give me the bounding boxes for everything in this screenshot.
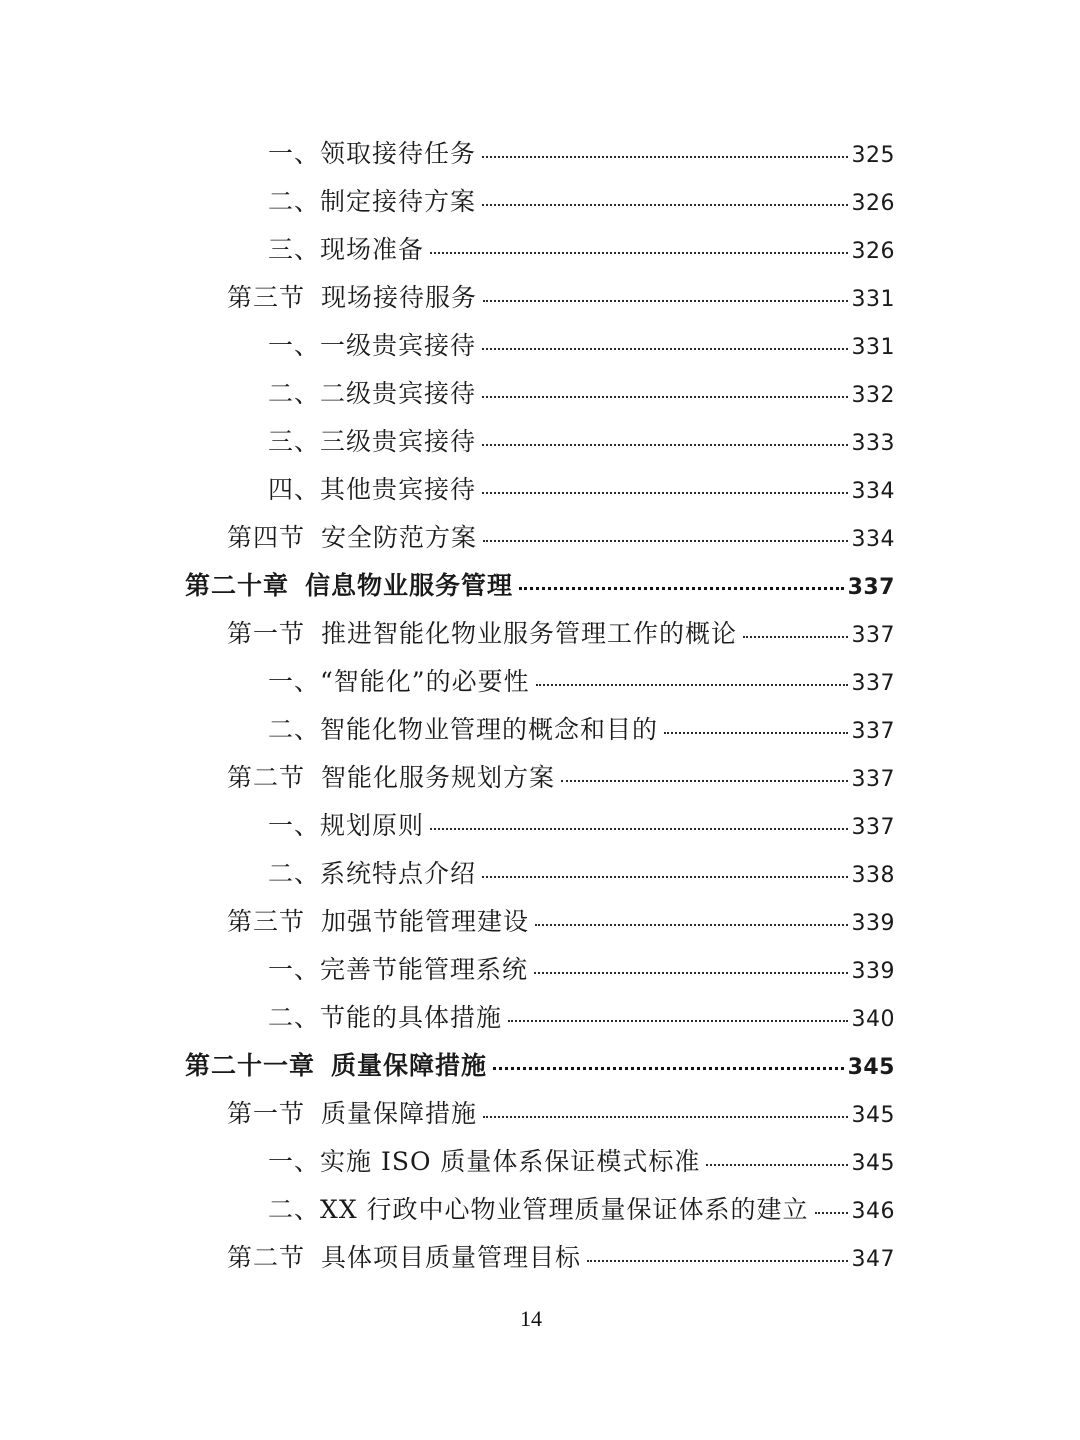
dot-leader (815, 1212, 848, 1214)
toc-subsection-entry[interactable] (0, 1184, 1080, 1232)
toc-entry-page: 340 (851, 1007, 895, 1032)
dot-leader (561, 780, 847, 782)
toc-entry-number: 四、 (268, 475, 321, 504)
dot-leader (587, 1260, 847, 1262)
toc-entry-number: 第二十一章 (185, 1051, 316, 1080)
toc-entry-content (227, 518, 1080, 554)
toc-entry-content (268, 1142, 1080, 1178)
toc-entry-title: 制定接待方案 (320, 187, 477, 216)
toc-entry-title: 安全防范方案 (321, 523, 478, 552)
dot-leader (482, 156, 847, 158)
toc-entry-number: 一、 (268, 667, 321, 696)
dot-leader (664, 732, 847, 734)
toc-entry-page: 345 (851, 1151, 895, 1176)
toc-entry-title: 其他贵宾接待 (320, 475, 477, 504)
toc-section-entry[interactable] (0, 1232, 1080, 1280)
table-of-contents (0, 128, 1080, 1280)
toc-entry-page: 337 (851, 815, 895, 840)
toc-entry-title: 现场准备 (320, 235, 425, 264)
dot-leader (743, 636, 847, 638)
dot-leader (482, 204, 847, 206)
toc-entry-content (185, 1046, 1080, 1082)
toc-entry-content (268, 710, 1080, 746)
toc-entry-content (268, 950, 1080, 986)
toc-entry-number: 一、 (268, 955, 321, 984)
toc-entry-title: 质量保障措施 (331, 1051, 488, 1080)
toc-entry-content (268, 422, 1080, 458)
page-number: 14 (520, 1306, 542, 1331)
toc-entry-page: 334 (851, 479, 895, 504)
toc-entry-content (268, 1190, 1080, 1226)
toc-entry-number: 第一节 (227, 619, 306, 648)
toc-entry-title: 具体项目质量管理目标 (321, 1243, 582, 1272)
toc-entry-number: 二、 (268, 1195, 321, 1224)
toc-entry-title: 系统特点介绍 (320, 859, 477, 888)
toc-entry-number: 一、 (268, 811, 321, 840)
dot-leader (483, 1116, 847, 1118)
toc-entry-number: 二、 (268, 187, 321, 216)
toc-entry-content (227, 902, 1080, 938)
toc-entry-content (185, 566, 1080, 602)
toc-entry-title: 推进智能化物业服务管理工作的概论 (321, 619, 738, 648)
toc-entry-page: 346 (851, 1199, 895, 1224)
toc-entry-number: 第二十章 (185, 571, 290, 600)
toc-entry-content (268, 806, 1080, 842)
toc-entry-number: 第三节 (227, 283, 306, 312)
toc-entry-page: 337 (851, 767, 895, 792)
toc-entry-number: 第一节 (227, 1099, 306, 1128)
toc-entry-page: 337 (851, 719, 895, 744)
toc-chapter-entry[interactable] (0, 1040, 1080, 1088)
toc-entry-content (268, 662, 1080, 698)
dot-leader (482, 876, 847, 878)
dot-leader (536, 684, 848, 686)
dot-leader (706, 1164, 847, 1166)
toc-entry-title: 信息物业服务管理 (305, 571, 514, 600)
toc-entry-page: 326 (851, 191, 895, 216)
toc-entry-page: 345 (847, 1055, 895, 1080)
toc-entry-number: 二、 (268, 379, 321, 408)
toc-entry-page: 333 (851, 431, 895, 456)
toc-entry-content (268, 182, 1080, 218)
toc-entry-page: 347 (851, 1247, 895, 1272)
toc-entry-title: 领取接待任务 (320, 139, 477, 168)
toc-subsection-entry[interactable] (0, 368, 1080, 416)
toc-chapter-entry[interactable] (0, 560, 1080, 608)
toc-subsection-entry[interactable] (0, 704, 1080, 752)
toc-entry-content (268, 374, 1080, 410)
toc-entry-content (268, 998, 1080, 1034)
toc-entry-number: 二、 (268, 859, 321, 888)
toc-entry-page: 338 (851, 863, 895, 888)
toc-entry-page: 339 (851, 911, 895, 936)
toc-subsection-entry[interactable] (0, 944, 1080, 992)
dot-leader (430, 252, 847, 254)
dot-leader (430, 828, 847, 830)
toc-entry-title: 规划原则 (320, 811, 425, 840)
toc-entry-content (268, 230, 1080, 266)
toc-subsection-entry[interactable] (0, 176, 1080, 224)
toc-entry-content (227, 1238, 1080, 1274)
dot-leader (482, 348, 847, 350)
toc-entry-content (268, 134, 1080, 170)
toc-entry-number: 一、 (268, 1147, 321, 1176)
toc-entry-page: 326 (851, 239, 895, 264)
toc-entry-title: 智能化服务规划方案 (321, 763, 556, 792)
toc-entry-number: 二、 (268, 1003, 321, 1032)
toc-entry-number: 一、 (268, 331, 321, 360)
toc-entry-page: 325 (851, 143, 895, 168)
toc-subsection-entry[interactable] (0, 800, 1080, 848)
toc-section-entry[interactable] (0, 512, 1080, 560)
toc-section-entry[interactable] (0, 272, 1080, 320)
toc-entry-number: 第三节 (227, 907, 306, 936)
toc-entry-title: 智能化物业管理的概念和目的 (320, 715, 659, 744)
toc-subsection-entry[interactable] (0, 320, 1080, 368)
dot-leader (534, 972, 847, 974)
toc-entry-title: 三级贵宾接待 (320, 427, 477, 456)
toc-entry-number: 三、 (268, 235, 321, 264)
toc-section-entry[interactable] (0, 752, 1080, 800)
toc-entry-title: 实施 ISO 质量体系保证模式标准 (320, 1147, 701, 1176)
toc-entry-title: 加强节能管理建设 (321, 907, 530, 936)
toc-subsection-entry[interactable] (0, 1136, 1080, 1184)
dot-leader (493, 1067, 844, 1070)
toc-subsection-entry[interactable] (0, 128, 1080, 176)
toc-entry-content (268, 326, 1080, 362)
dot-leader (482, 396, 847, 398)
toc-entry-number: 三、 (268, 427, 321, 456)
toc-entry-page: 339 (851, 959, 895, 984)
toc-subsection-entry[interactable] (0, 992, 1080, 1040)
toc-entry-number: 第二节 (227, 763, 306, 792)
toc-entry-content (227, 1094, 1080, 1130)
dot-leader (508, 1020, 847, 1022)
toc-entry-number: 二、 (268, 715, 321, 744)
dot-leader (519, 587, 844, 590)
dot-leader (483, 300, 847, 302)
toc-entry-content (227, 614, 1080, 650)
toc-entry-number: 第四节 (227, 523, 306, 552)
dot-leader (482, 444, 847, 446)
toc-entry-title: 现场接待服务 (321, 283, 478, 312)
toc-entry-title: 完善节能管理系统 (320, 955, 529, 984)
toc-entry-page: 337 (847, 575, 895, 600)
toc-section-entry[interactable] (0, 1088, 1080, 1136)
toc-entry-page: 334 (851, 527, 895, 552)
dot-leader (482, 492, 847, 494)
toc-entry-page: 331 (851, 335, 895, 360)
toc-entry-page: 337 (851, 623, 895, 648)
toc-subsection-entry[interactable] (0, 464, 1080, 512)
dot-leader (483, 540, 847, 542)
toc-subsection-entry[interactable] (0, 656, 1080, 704)
toc-subsection-entry[interactable] (0, 416, 1080, 464)
dot-leader (535, 924, 847, 926)
toc-subsection-entry[interactable] (0, 848, 1080, 896)
toc-entry-number: 第二节 (227, 1243, 306, 1272)
toc-entry-page: 331 (851, 287, 895, 312)
toc-entry-number: 一、 (268, 139, 321, 168)
toc-entry-content (268, 470, 1080, 506)
toc-section-entry[interactable] (0, 896, 1080, 944)
toc-entry-content (227, 278, 1080, 314)
toc-entry-title: 一级贵宾接待 (320, 331, 477, 360)
toc-entry-content (268, 854, 1080, 890)
toc-entry-title: XX 行政中心物业管理质量保证体系的建立 (320, 1195, 809, 1224)
toc-subsection-entry[interactable] (0, 224, 1080, 272)
toc-entry-page: 337 (851, 671, 895, 696)
toc-entry-title: 二级贵宾接待 (320, 379, 477, 408)
toc-entry-page: 332 (851, 383, 895, 408)
toc-section-entry[interactable] (0, 608, 1080, 656)
toc-entry-title: 节能的具体措施 (320, 1003, 503, 1032)
toc-entry-title: 质量保障措施 (321, 1099, 478, 1128)
toc-entry-page: 345 (851, 1103, 895, 1128)
toc-entry-content (227, 758, 1080, 794)
toc-entry-title: “智能化”的必要性 (320, 667, 530, 696)
